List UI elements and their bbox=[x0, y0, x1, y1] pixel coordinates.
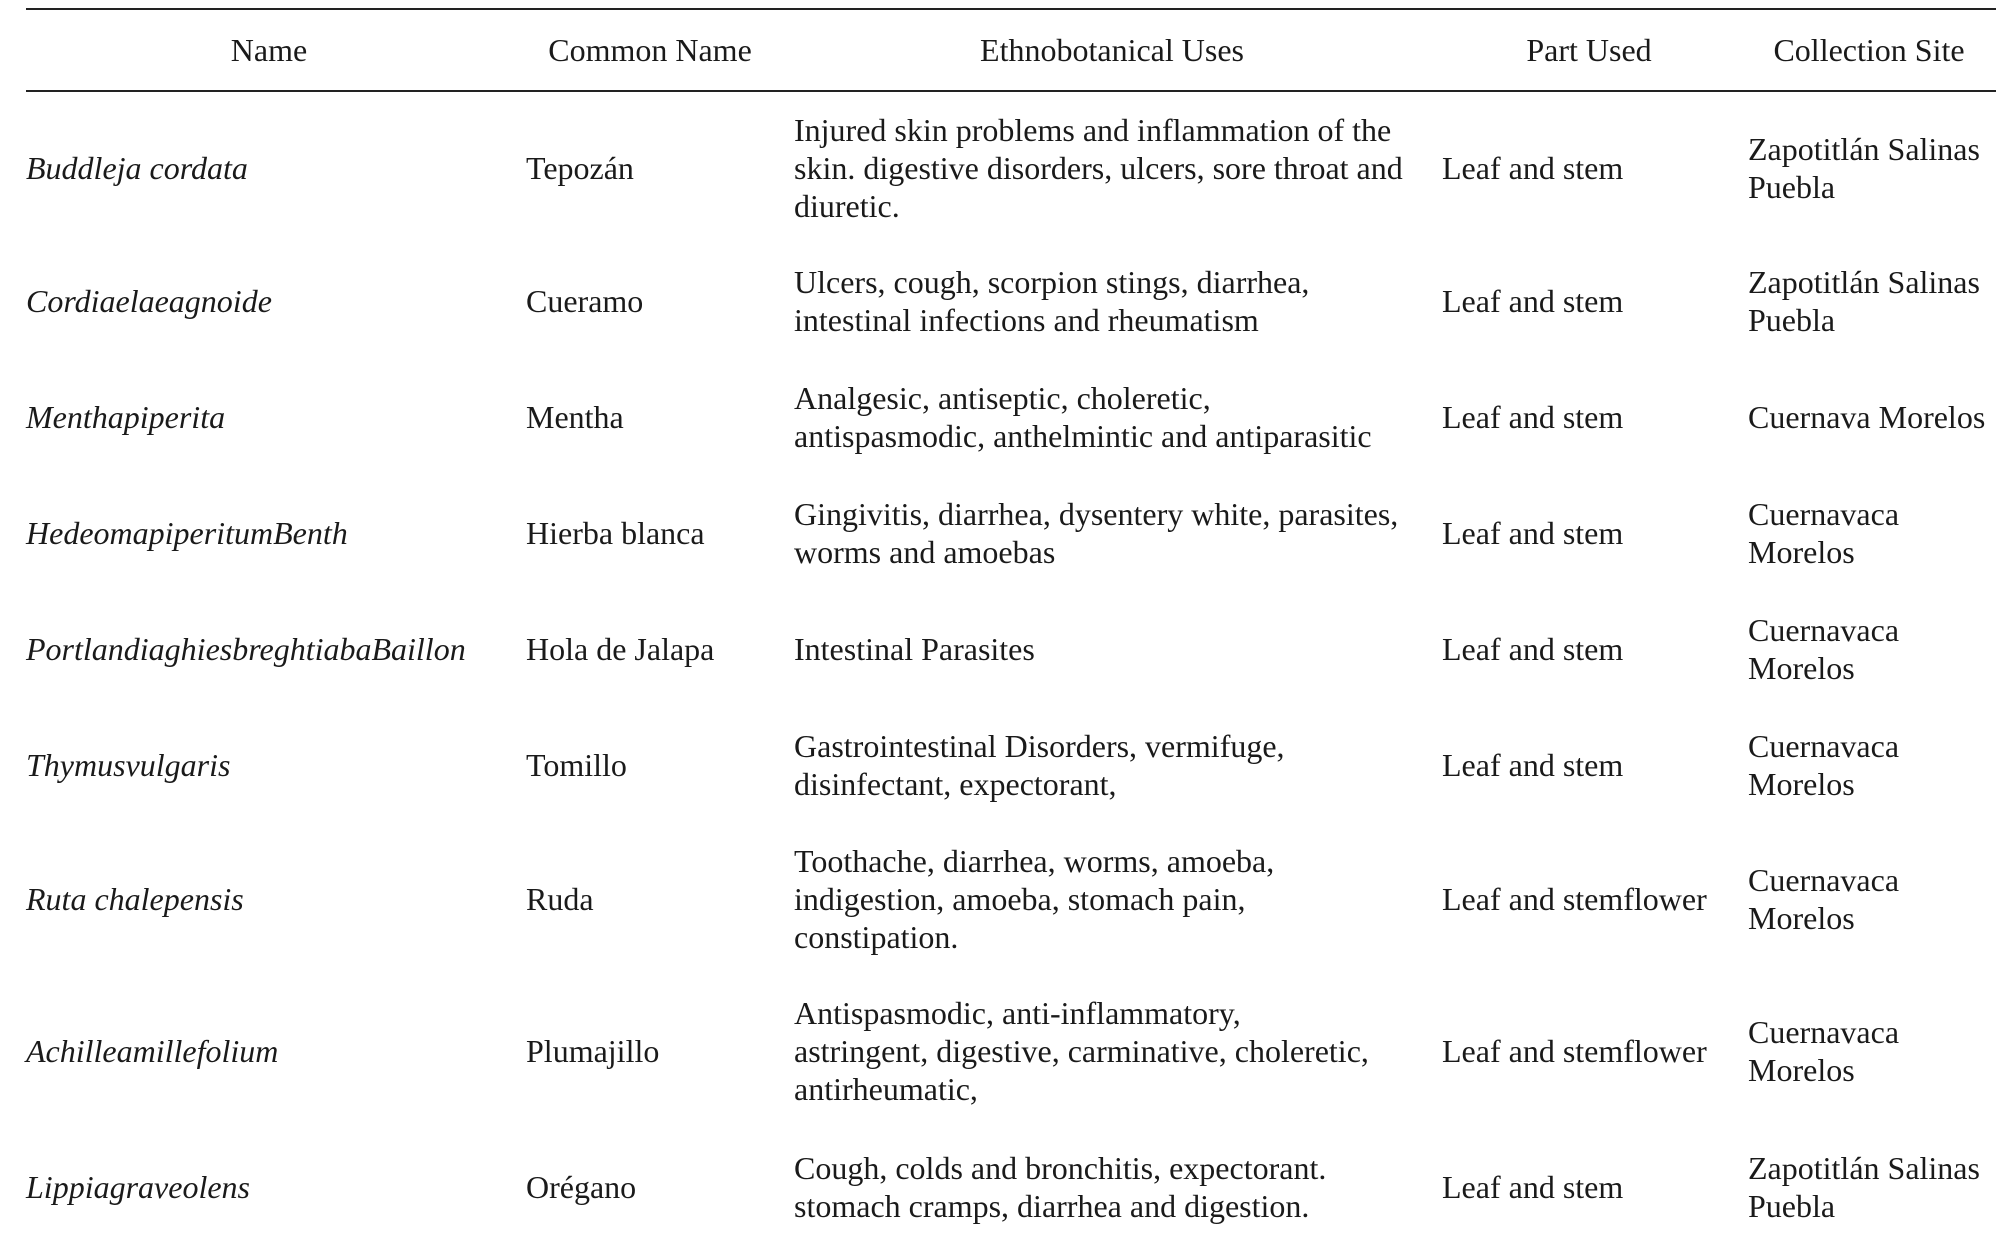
header-collection-site: Collection Site bbox=[1742, 9, 1996, 91]
header-name: Name bbox=[26, 9, 512, 91]
table-body bbox=[26, 91, 1996, 1247]
common-name-text: Plumajillo bbox=[526, 1033, 660, 1069]
botanical-name-text: PortlandiaghiesbreghtiabaBaillon bbox=[26, 631, 466, 667]
cell-common-name bbox=[512, 359, 788, 475]
common-name-text: Hierba blanca bbox=[526, 515, 705, 551]
cell-part-used bbox=[1436, 1127, 1742, 1247]
common-name-text: Hola de Jalapa bbox=[526, 631, 715, 667]
uses-line: worms and amoebas bbox=[794, 534, 1056, 570]
cell-part-used bbox=[1436, 359, 1742, 475]
part-used-text: Leaf and stem bbox=[1442, 1169, 1624, 1205]
cell-collection-site bbox=[1742, 475, 1996, 591]
botanical-name-text: Ruta chalepensis bbox=[26, 881, 244, 917]
common-name-text: Ruda bbox=[526, 881, 594, 917]
cell-part-used bbox=[1436, 475, 1742, 591]
cell-common-name bbox=[512, 475, 788, 591]
cell-collection-site bbox=[1742, 823, 1996, 975]
header-common-name: Common Name bbox=[512, 9, 788, 91]
table-row bbox=[26, 475, 1996, 591]
cell-common-name bbox=[512, 1127, 788, 1247]
table-header bbox=[26, 9, 1996, 91]
site-line: Morelos bbox=[1748, 1052, 1855, 1088]
cell-ethnobotanical-uses bbox=[788, 359, 1436, 475]
site-line: Cuernavaca bbox=[1748, 862, 1900, 898]
cell-botanical-name bbox=[26, 591, 512, 707]
site-line: Morelos bbox=[1748, 534, 1855, 570]
part-used-text: Leaf and stem bbox=[1442, 515, 1624, 551]
part-used-text: Leaf and stem bbox=[1442, 283, 1624, 319]
cell-part-used bbox=[1436, 707, 1742, 823]
cell-botanical-name bbox=[26, 91, 512, 243]
part-used-text: Leaf and stemflower bbox=[1442, 881, 1707, 917]
uses-line: Toothache, diarrhea, worms, amoeba, bbox=[794, 843, 1275, 879]
cell-ethnobotanical-uses bbox=[788, 91, 1436, 243]
site-line: Cuernavaca bbox=[1748, 612, 1900, 648]
header-part-used: Part Used bbox=[1436, 9, 1742, 91]
cell-common-name bbox=[512, 243, 788, 359]
cell-ethnobotanical-uses bbox=[788, 707, 1436, 823]
common-name-text: Orégano bbox=[526, 1169, 637, 1205]
table-row bbox=[26, 975, 1996, 1127]
uses-line: constipation. bbox=[794, 919, 959, 955]
uses-line: Gingivitis, diarrhea, dysentery white, parasites, bbox=[794, 496, 1399, 532]
uses-line: Cough, colds and bronchitis, expectorant. bbox=[794, 1150, 1327, 1186]
site-line: Morelos bbox=[1748, 900, 1855, 936]
uses-line: stomach cramps, diarrhea and digestion. bbox=[794, 1188, 1310, 1224]
botanical-name-text: HedeomapiperitumBenth bbox=[26, 515, 348, 551]
plants-table bbox=[26, 8, 1996, 1247]
uses-line: Injured skin problems and inflammation of the bbox=[794, 111, 1392, 148]
cell-part-used bbox=[1436, 591, 1742, 707]
part-used-text: Leaf and stem bbox=[1442, 399, 1624, 435]
cell-collection-site bbox=[1742, 975, 1996, 1127]
cell-ethnobotanical-uses bbox=[788, 475, 1436, 591]
cell-collection-site bbox=[1742, 707, 1996, 823]
cell-common-name bbox=[512, 707, 788, 823]
common-name-text: Tomillo bbox=[526, 747, 627, 783]
cell-part-used bbox=[1436, 975, 1742, 1127]
common-name-text: Tepozán bbox=[526, 149, 634, 186]
header-ethnobotanical-uses: Ethnobotanical Uses bbox=[788, 9, 1436, 91]
cell-common-name bbox=[512, 975, 788, 1127]
cell-collection-site bbox=[1742, 243, 1996, 359]
uses-line: intestinal infections and rheumatism bbox=[794, 302, 1259, 338]
cell-collection-site bbox=[1742, 359, 1996, 475]
site-line: Puebla bbox=[1748, 1188, 1836, 1224]
table-row bbox=[26, 359, 1996, 475]
cell-ethnobotanical-uses bbox=[788, 975, 1436, 1127]
plants-table-container bbox=[26, 8, 1996, 1247]
botanical-name-text: Achilleamillefolium bbox=[26, 1033, 279, 1069]
uses-line: skin. digestive disorders, ulcers, sore throat and bbox=[794, 149, 1403, 186]
cell-collection-site bbox=[1742, 1127, 1996, 1247]
uses-line: antispasmodic, anthelmintic and antiparasitic bbox=[794, 418, 1372, 454]
botanical-name-text: Buddleja cordata bbox=[26, 149, 248, 186]
cell-ethnobotanical-uses bbox=[788, 591, 1436, 707]
table-row bbox=[26, 591, 1996, 707]
cell-collection-site bbox=[1742, 91, 1996, 243]
uses-line: Intestinal Parasites bbox=[794, 631, 1035, 667]
table-row bbox=[26, 91, 1996, 243]
part-used-text: Leaf and stem bbox=[1442, 631, 1624, 667]
cell-botanical-name bbox=[26, 975, 512, 1127]
part-used-text: Leaf and stem bbox=[1442, 149, 1624, 186]
part-used-text: Leaf and stem bbox=[1442, 747, 1624, 783]
cell-botanical-name bbox=[26, 359, 512, 475]
site-line: Zapotitlán Salinas bbox=[1748, 1150, 1980, 1186]
common-name-text: Cueramo bbox=[526, 283, 644, 319]
cell-botanical-name bbox=[26, 1127, 512, 1247]
site-line: Zapotitlán Salinas bbox=[1748, 130, 1980, 167]
uses-line: Analgesic, antiseptic, choleretic, bbox=[794, 380, 1211, 416]
part-used-text: Leaf and stemflower bbox=[1442, 1033, 1707, 1069]
uses-line: Gastrointestinal Disorders, vermifuge, bbox=[794, 728, 1285, 764]
table-row bbox=[26, 1127, 1996, 1247]
cell-common-name bbox=[512, 823, 788, 975]
cell-botanical-name bbox=[26, 243, 512, 359]
header-row bbox=[26, 9, 1996, 91]
botanical-name-text: Thymusvulgaris bbox=[26, 747, 231, 783]
uses-line: astringent, digestive, carminative, choleretic, bbox=[794, 1033, 1369, 1069]
site-line: Puebla bbox=[1748, 168, 1836, 205]
site-line: Cuernavaca bbox=[1748, 728, 1900, 764]
site-line: Zapotitlán Salinas bbox=[1748, 264, 1980, 300]
cell-ethnobotanical-uses bbox=[788, 1127, 1436, 1247]
common-name-text: Mentha bbox=[526, 399, 624, 435]
cell-ethnobotanical-uses bbox=[788, 243, 1436, 359]
uses-line: antirheumatic, bbox=[794, 1071, 978, 1107]
cell-common-name bbox=[512, 591, 788, 707]
uses-line: disinfectant, expectorant, bbox=[794, 766, 1117, 802]
cell-botanical-name bbox=[26, 707, 512, 823]
site-line: Morelos bbox=[1748, 650, 1855, 686]
cell-part-used bbox=[1436, 243, 1742, 359]
cell-ethnobotanical-uses bbox=[788, 823, 1436, 975]
cell-collection-site bbox=[1742, 591, 1996, 707]
cell-common-name bbox=[512, 91, 788, 243]
table-row bbox=[26, 243, 1996, 359]
uses-line: Ulcers, cough, scorpion stings, diarrhea, bbox=[794, 264, 1310, 300]
site-line: Cuernavaca bbox=[1748, 496, 1900, 532]
uses-line: diuretic. bbox=[794, 187, 900, 224]
botanical-name-text: Menthapiperita bbox=[26, 399, 226, 435]
cell-part-used bbox=[1436, 823, 1742, 975]
site-line: Morelos bbox=[1748, 766, 1855, 802]
site-line: Cuernavaca bbox=[1748, 1014, 1900, 1050]
cell-botanical-name bbox=[26, 475, 512, 591]
uses-line: Antispasmodic, anti-inflammatory, bbox=[794, 995, 1241, 1031]
table-row bbox=[26, 707, 1996, 823]
site-line: Cuernava Morelos bbox=[1748, 399, 1986, 435]
table-row bbox=[26, 823, 1996, 975]
cell-botanical-name bbox=[26, 823, 512, 975]
site-line: Puebla bbox=[1748, 302, 1836, 338]
botanical-name-text: Lippiagraveolens bbox=[26, 1169, 250, 1205]
cell-part-used bbox=[1436, 91, 1742, 243]
botanical-name-text: Cordiaelaeagnoide bbox=[26, 283, 272, 319]
uses-line: indigestion, amoeba, stomach pain, bbox=[794, 881, 1246, 917]
